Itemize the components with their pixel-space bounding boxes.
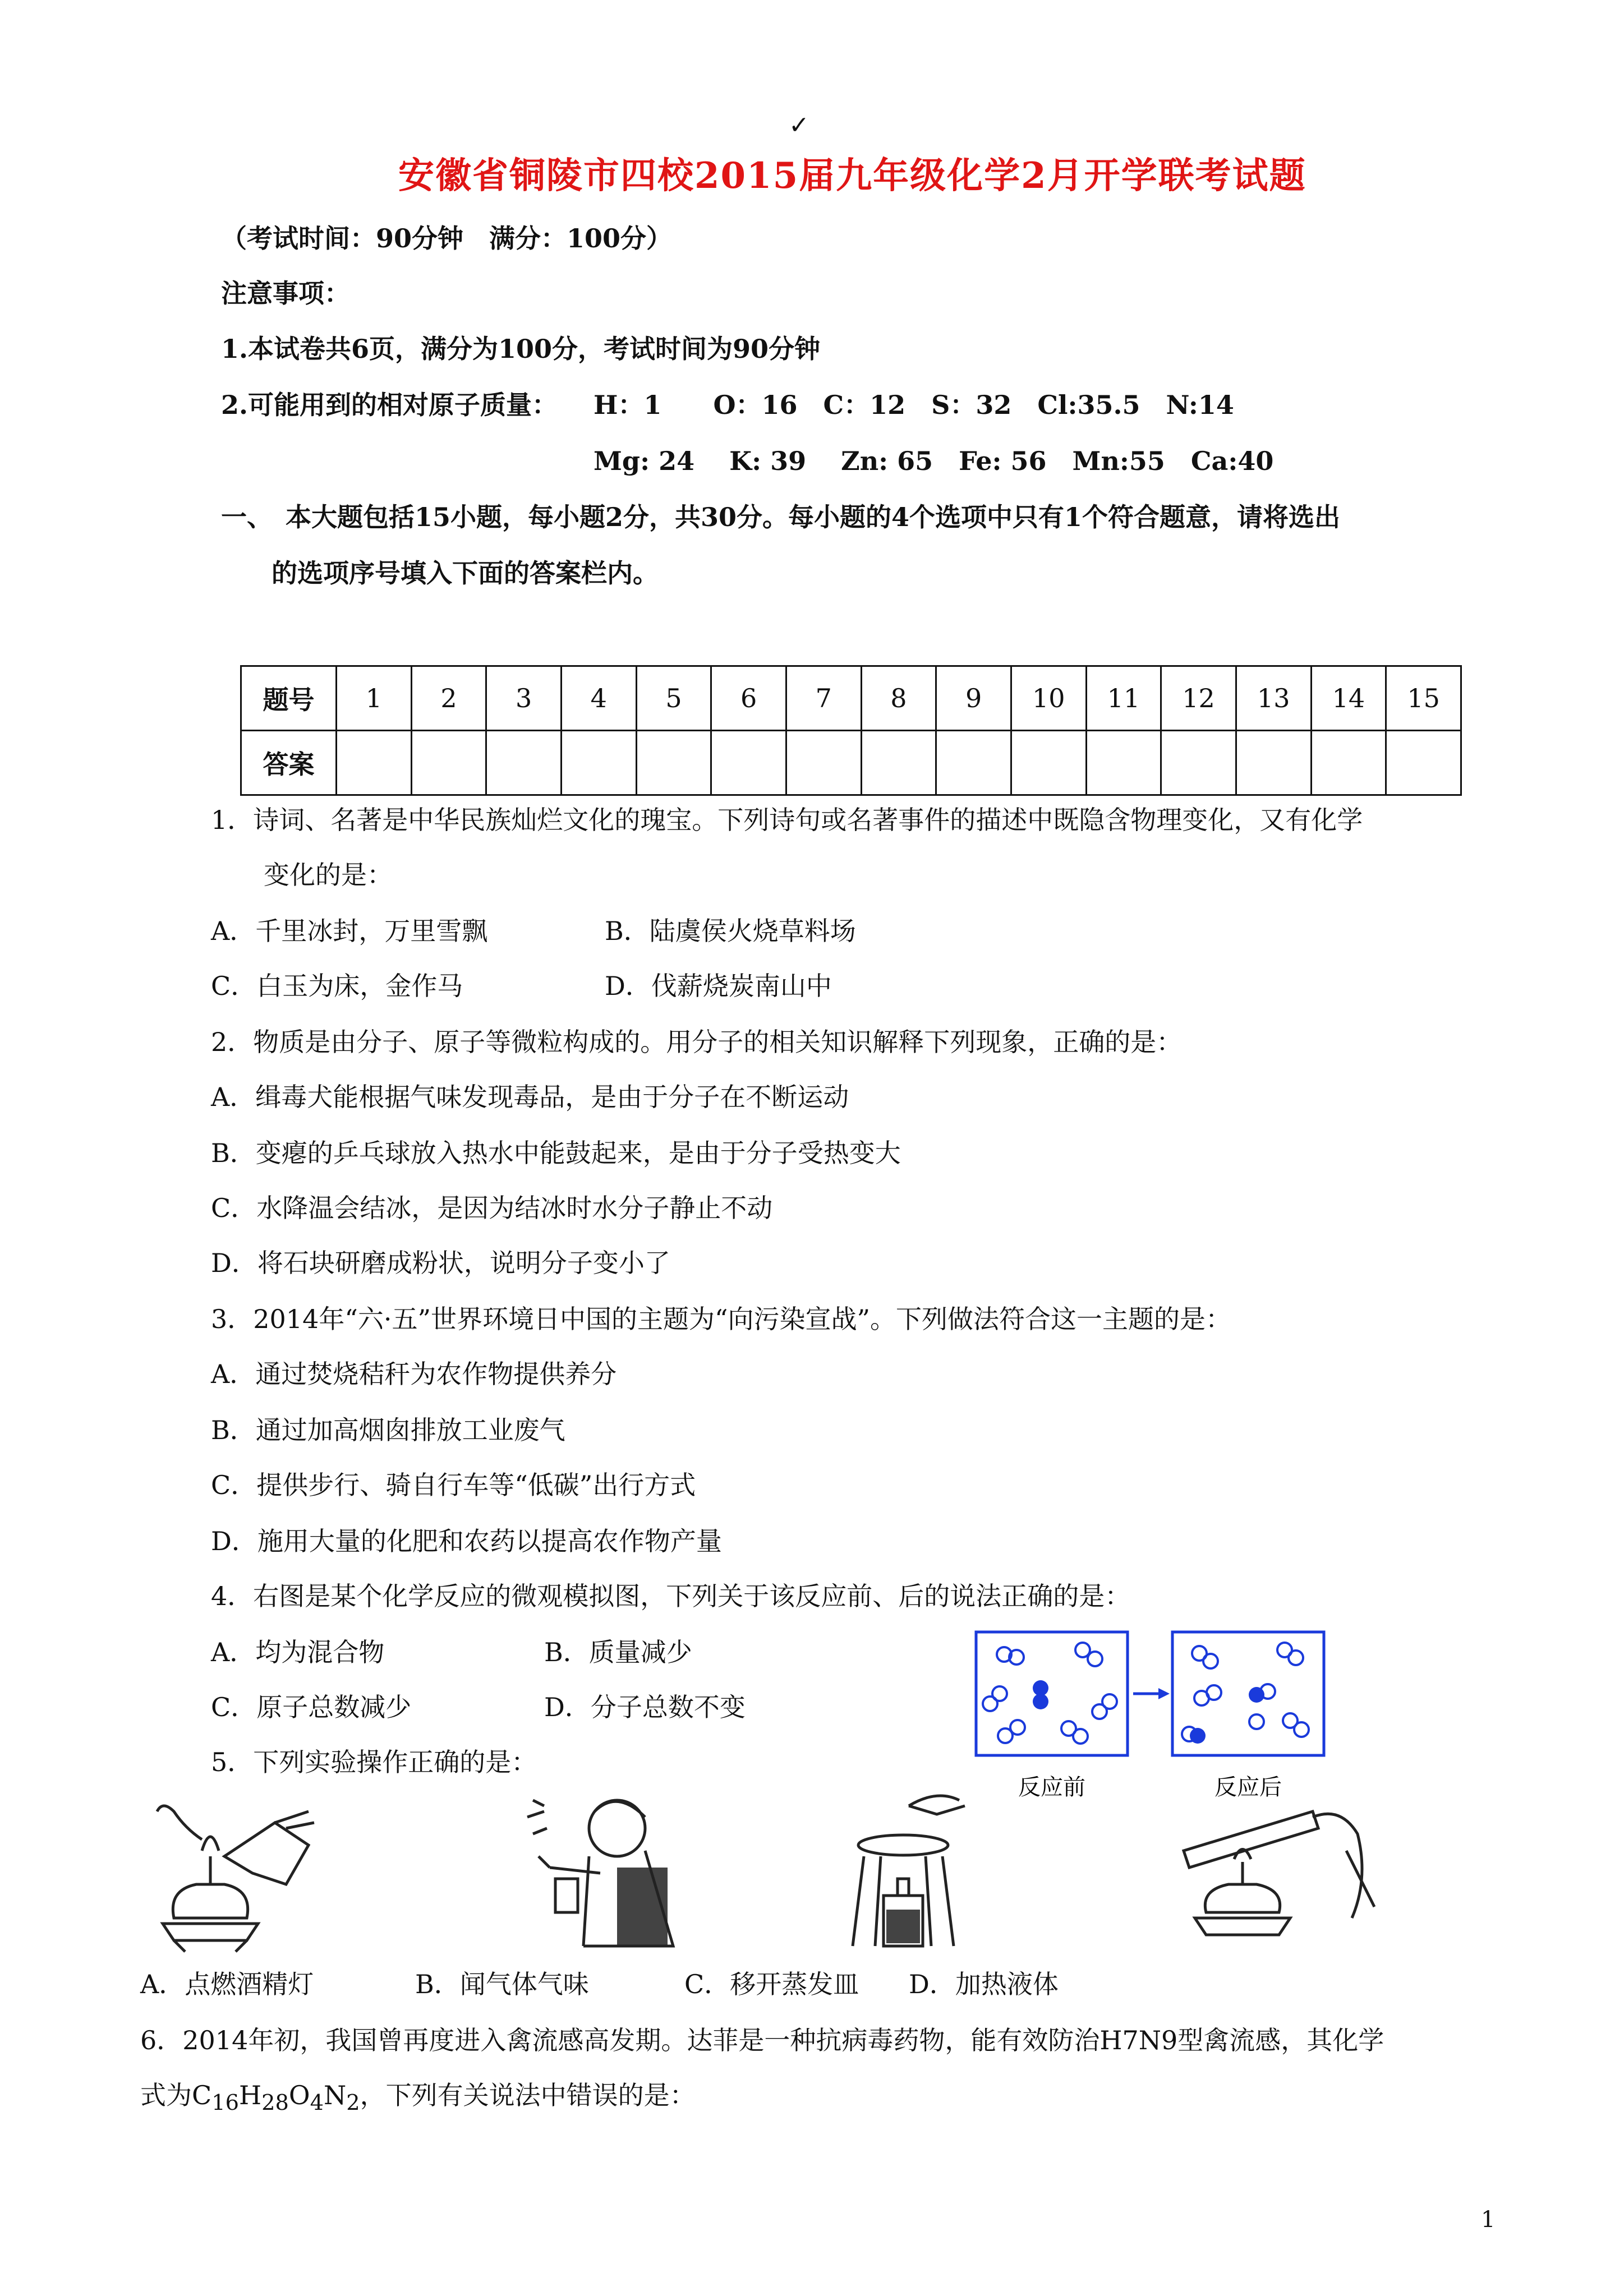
atomic-mass-line-1: H：1 O：16 C：12 S：32 Cl:35.5 N:14 [594,390,1234,420]
question-number-cell: 14 [1311,666,1386,731]
notice-item-1: 1.本试卷共6页，满分为100分，考试时间为90分钟 [221,334,821,364]
q1-option-b: B．陆虞侯火烧草料场 [605,916,856,946]
q5-option-a: A．点燃酒精灯 [140,1969,314,1999]
q3-option-d: D．施用大量的化肥和农药以提高农作物产量 [211,1526,722,1556]
q2-stem: 2．物质是由分子、原子等微粒构成的。用分子的相关知识解释下列现象，正确的是： [211,1027,1183,1057]
section-1-instructions: 一、 本大题包括15小题，每小题2分，共30分。每小题的4个选项中只有1个符合题意，请将选出 [221,502,1341,532]
q4-option-a: A．均为混合物 [211,1637,385,1667]
exam-info: （考试时间：90分钟 满分：100分） [221,223,673,253]
q1-option-a: A．千里冰封，万里雪飘 [211,916,488,946]
answer-cell[interactable] [561,731,636,795]
q5-option-d: D．加热液体 [909,1969,1059,1999]
notice-item-2-label: 2.可能用到的相对原子质量： [221,390,558,420]
q5-stem: 5．下列实验操作正确的是： [211,1747,537,1777]
question-number-cell: 12 [1161,666,1236,731]
answer-cell[interactable] [1386,731,1461,795]
question-number-cell: 13 [1236,666,1311,731]
answer-cell[interactable] [1311,731,1386,795]
q2-option-a: A．缉毒犬能根据气味发现毒品，是由于分子在不断运动 [211,1082,849,1112]
answer-table-answer-row [241,731,1461,795]
question-number-cell: 7 [786,666,861,731]
fig-label-before: 反应前 [1018,1774,1085,1800]
q6-formula-prefix: 式为C [140,2080,212,2110]
q2-option-c: C．水降温会结冰，是因为结冰时水分子静止不动 [211,1193,773,1223]
q6-element-h: H [238,2080,262,2110]
answer-cell[interactable] [337,731,412,795]
answer-cell[interactable] [711,731,786,795]
q3-option-b: B．通过加高烟囱排放工业废气 [211,1415,565,1445]
q1-stem: 1．诗词、名著是中华民族灿烂文化的瑰宝。下列诗句或名著事件的描述中既隐含物理变化，又有化学 [211,805,1363,835]
question-number-cell: 10 [1011,666,1086,731]
q6-element-n: N [324,2080,347,2110]
q3-option-c: C．提供步行、骑自行车等“低碳”出行方式 [211,1470,696,1500]
question-number-cell: 6 [711,666,786,731]
question-number-cell: 4 [561,666,636,731]
question-number-cell: 2 [411,666,486,731]
question-number-cell: 15 [1386,666,1461,731]
q2-option-b: B．变瘪的乒乓球放入热水中能鼓起来，是由于分子受热变大 [211,1138,901,1168]
q6-subscript-o: 4 [310,2090,324,2116]
q6-formula-suffix: ，下列有关说法中错误的是： [360,2080,696,2110]
check-mark: ✓ [789,111,809,140]
q6-element-o: O [288,2080,310,2110]
q4-option-b: B．质量减少 [544,1637,692,1667]
atomic-mass-line-2: Mg: 24 K: 39 Zn: 65 Fe: 56 Mn:55 Ca:40 [594,446,1274,476]
answer-table-number-row [241,666,1461,731]
answer-table-header-answer: 答案 [241,731,337,795]
answer-cell[interactable] [1236,731,1311,795]
section-1-instructions-cont: 的选项序号填入下面的答案栏内。 [272,558,659,588]
notice-heading: 注意事项： [221,278,350,308]
answer-cell[interactable] [636,731,711,795]
question-number-cell: 3 [486,666,562,731]
lighting-alcohol-lamp-illustration [140,1789,320,1957]
before-dark-molecule [1033,1680,1048,1709]
q2-option-d: D．将石块研磨成粉状，说明分子变小了 [211,1248,670,1278]
answer-table-header-number: 题号 [241,666,337,731]
q6-subscript-c: 16 [211,2090,239,2116]
q3-option-a: A．通过焚烧秸秆为农作物提供养分 [211,1359,617,1389]
q4-option-d: D．分子总数不变 [544,1692,746,1722]
question-number-cell: 5 [636,666,711,731]
before-molecules [983,1643,1117,1744]
q3-stem: 3．2014年“六·五”世界环境日中国的主题为“向污染宣战”。下列做法符合这一主题的是： [211,1304,1232,1334]
answer-cell[interactable] [486,731,562,795]
q5-option-b: B．闻气体气味 [415,1969,589,1999]
answer-cell[interactable] [786,731,861,795]
question-number-cell: 9 [936,666,1011,731]
arrow-head-icon [1158,1688,1170,1699]
smelling-gas-illustration [516,1783,696,1952]
q1-option-c: C．白玉为床，金作马 [211,971,463,1001]
answer-cell[interactable] [1086,731,1161,795]
page-title: 安徽省铜陵市四校2015届九年级化学2月开学联考试题 [398,155,1306,197]
q1-option-d: D．伐薪烧炭南山中 [605,971,832,1001]
q1-stem-cont: 变化的是： [264,860,393,890]
q4-option-c: C．原子总数减少 [211,1692,412,1722]
q6-stem: 6．2014年初，我国曾再度进入禽流感高发期。达菲是一种抗病毒药物，能有效防治H7N9型禽流感，其化学 [140,2025,1384,2055]
q6-subscript-h: 28 [261,2090,289,2116]
moving-evaporating-dish-illustration [830,1783,1010,1952]
fig-label-after: 反应后 [1214,1774,1282,1800]
answer-cell[interactable] [861,731,936,795]
heating-liquid-illustration [1172,1783,1386,1952]
answer-cell[interactable] [411,731,486,795]
q4-stem: 4．右图是某个化学反应的微观模拟图，下列关于该反应前、后的说法正确的是： [211,1581,1131,1611]
after-molecules [1182,1643,1309,1741]
q5-option-c: C．移开蒸发皿 [684,1969,859,1999]
q6-subscript-n: 2 [346,2090,360,2116]
answer-cell[interactable] [1161,731,1236,795]
answer-cell[interactable] [1011,731,1086,795]
page-number: 1 [1481,2207,1496,2233]
answer-table [240,665,1462,796]
question-number-cell: 8 [861,666,936,731]
question-number-cell: 1 [337,666,412,731]
q6-formula-line [140,2078,696,2120]
question-number-cell: 11 [1086,666,1161,731]
answer-cell[interactable] [936,731,1011,795]
